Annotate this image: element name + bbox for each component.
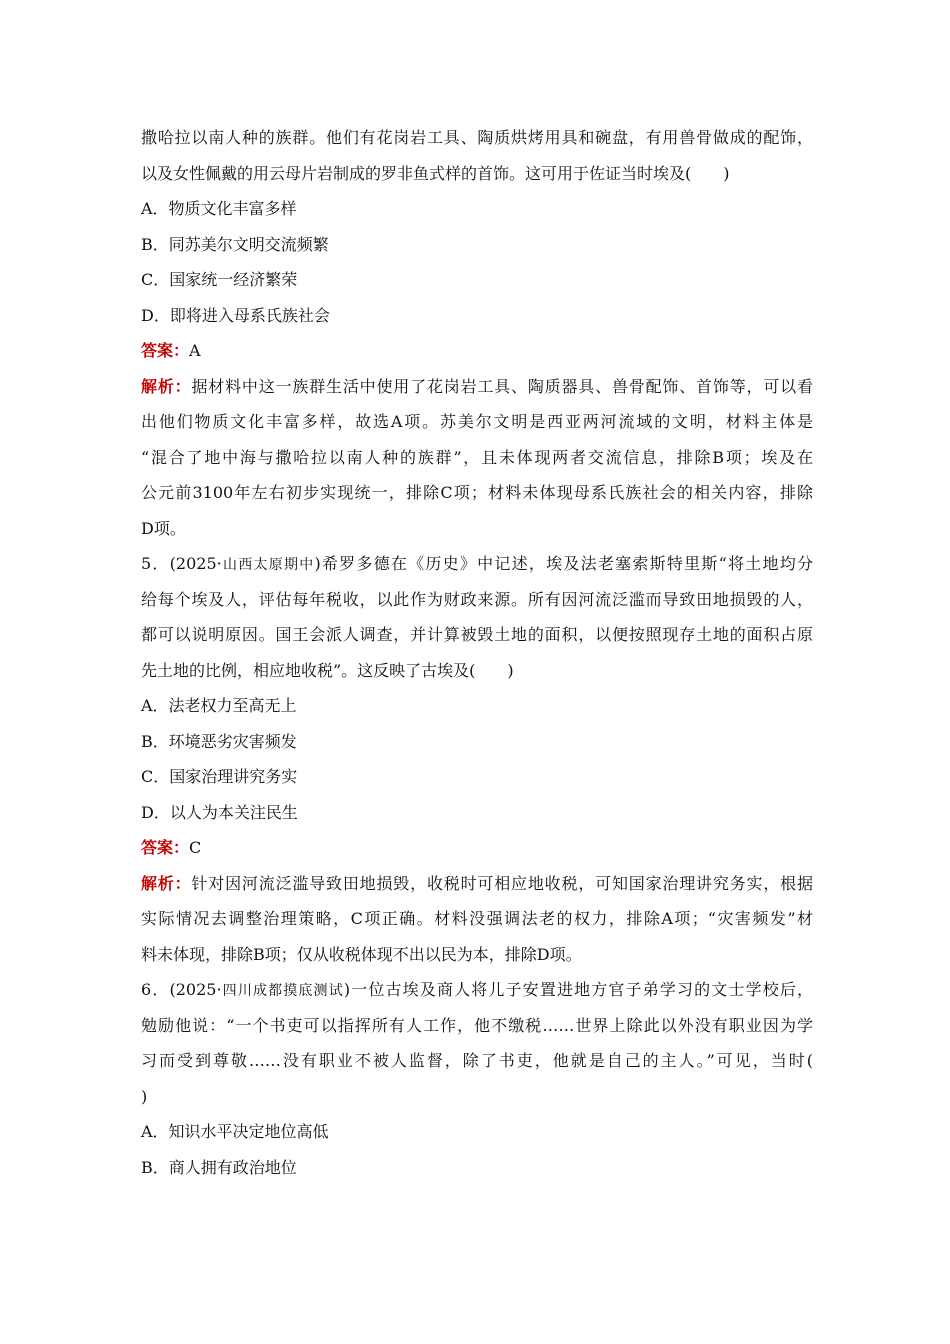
q4-analysis-line-1 xyxy=(141,369,813,405)
q6-source-open: (2025· xyxy=(169,980,222,999)
q5-analysis-text-1: 针对因河流泛滥导致田地损毁，收税时可相应地收税，可知国家治理讲究务实，根据 xyxy=(191,873,813,893)
q4-analysis-line-2: 出他们物质文化丰富多样，故选A项。苏美尔文明是西亚两河流域的文明，材料主体是 xyxy=(141,412,813,431)
q4-analysis-line-4: 公元前3100年左右初步实现统一，排除C项；材料未体现母系氏族社会的相关内容，排除 xyxy=(141,483,813,502)
q4-answer-label: 答案： xyxy=(141,341,190,360)
q5-analysis-label: 解析： xyxy=(141,873,192,893)
q4-answer-value: A xyxy=(189,341,201,360)
q5-stem-first: 希罗多德在《历史》中记述，埃及法老塞索斯特里斯“将土地均分 xyxy=(320,554,813,573)
q5-answer-label: 答案： xyxy=(141,838,190,857)
q6-option-a: A．知识水平决定地位高低 xyxy=(141,1122,329,1141)
q5-stem-line-4: 先土地的比例，相应地收税”。这反映了古埃及( ) xyxy=(141,660,514,680)
q4-stem-line-2: 以及女性佩戴的用云母片岩制成的罗非鱼式样的首饰。这可用于佐证当时埃及( ) xyxy=(141,163,730,183)
q5-stem-line-1 xyxy=(141,546,813,582)
q6-option-b: B．商人拥有政治地位 xyxy=(141,1157,297,1177)
q5-stem-line-2: 给每个埃及人，评估每年税收，以此作为财政来源。所有因河流泛滥而导致田地损毁的人， xyxy=(141,589,813,609)
q4-answer xyxy=(141,333,813,369)
q5-analysis-line-3: 料未体现，排除B项；仅从收税体现不出以民为本，排除D项。 xyxy=(141,944,582,964)
q5-number: 5． xyxy=(141,554,170,573)
q6-stem-line-4: ) xyxy=(141,1086,148,1106)
q5-source-open: (2025· xyxy=(169,554,222,573)
q6-stem-first: 一位古埃及商人将儿子安置进地方官子弟学习的文士学校后， xyxy=(350,980,813,999)
q6-stem-line-3: 习而受到尊敬……没有职业不被人监督，除了书吏，他就是自己的主人。”可见，当时( xyxy=(141,1051,813,1070)
q5-analysis-line-1 xyxy=(141,866,813,902)
q5-stem-line-3: 都可以说明原因。国王会派人调查，并计算被毁土地的面积，以便按照现存土地的面积占原 xyxy=(141,625,813,644)
q6-source-close: ) xyxy=(343,980,351,999)
q5-source-close: ) xyxy=(314,554,321,573)
q4-option-d: D．即将进入母系氏族社会 xyxy=(141,305,330,325)
q6-number: 6． xyxy=(141,980,170,999)
q6-stem-line-1 xyxy=(141,972,813,1008)
q4-option-c: C．国家统一经济繁荣 xyxy=(141,270,298,289)
q4-stem-line-1: 撒哈拉以南人种的族群。他们有花岗岩工具、陶质烘烤用具和碗盘，有用兽骨做成的配饰， xyxy=(141,128,813,147)
q4-analysis-line-5: D项。 xyxy=(141,518,186,538)
q6-source-name: 四川成都摸底测试 xyxy=(221,983,344,999)
q5-answer xyxy=(141,830,813,866)
q4-analysis-label: 解析： xyxy=(141,376,192,396)
q4-analysis-text-1: 据材料中这一族群生活中使用了花岗岩工具、陶质器具、兽骨配饰、首饰等，可以看 xyxy=(191,376,813,396)
q4-analysis-line-3: “混合了地中海与撒哈拉以南人种的族群”，且未体现两者交流信息，排除B项；埃及在 xyxy=(141,447,813,467)
q5-option-c: C．国家治理讲究务实 xyxy=(141,767,298,786)
q5-option-a: A．法老权力至高无上 xyxy=(141,696,297,715)
q5-analysis-line-2: 实际情况去调整治理策略，C项正确。材料没强调法老的权力，排除A项；“灾害频发”材 xyxy=(141,909,813,928)
document-page xyxy=(141,120,813,1185)
q4-option-a: A．物质文化丰富多样 xyxy=(141,199,297,218)
q5-option-d: D．以人为本关注民生 xyxy=(141,802,298,822)
q5-source-name: 山西太原期中 xyxy=(221,557,315,573)
q6-stem-line-2: 勉励他说：“一个书吏可以指挥所有人工作，他不缴税……世界上除此以外没有职业因为学 xyxy=(141,1015,813,1035)
q5-option-b: B．环境恶劣灾害频发 xyxy=(141,731,297,751)
q5-answer-value: C xyxy=(189,838,202,857)
q4-option-b: B．同苏美尔文明交流频繁 xyxy=(141,234,329,254)
